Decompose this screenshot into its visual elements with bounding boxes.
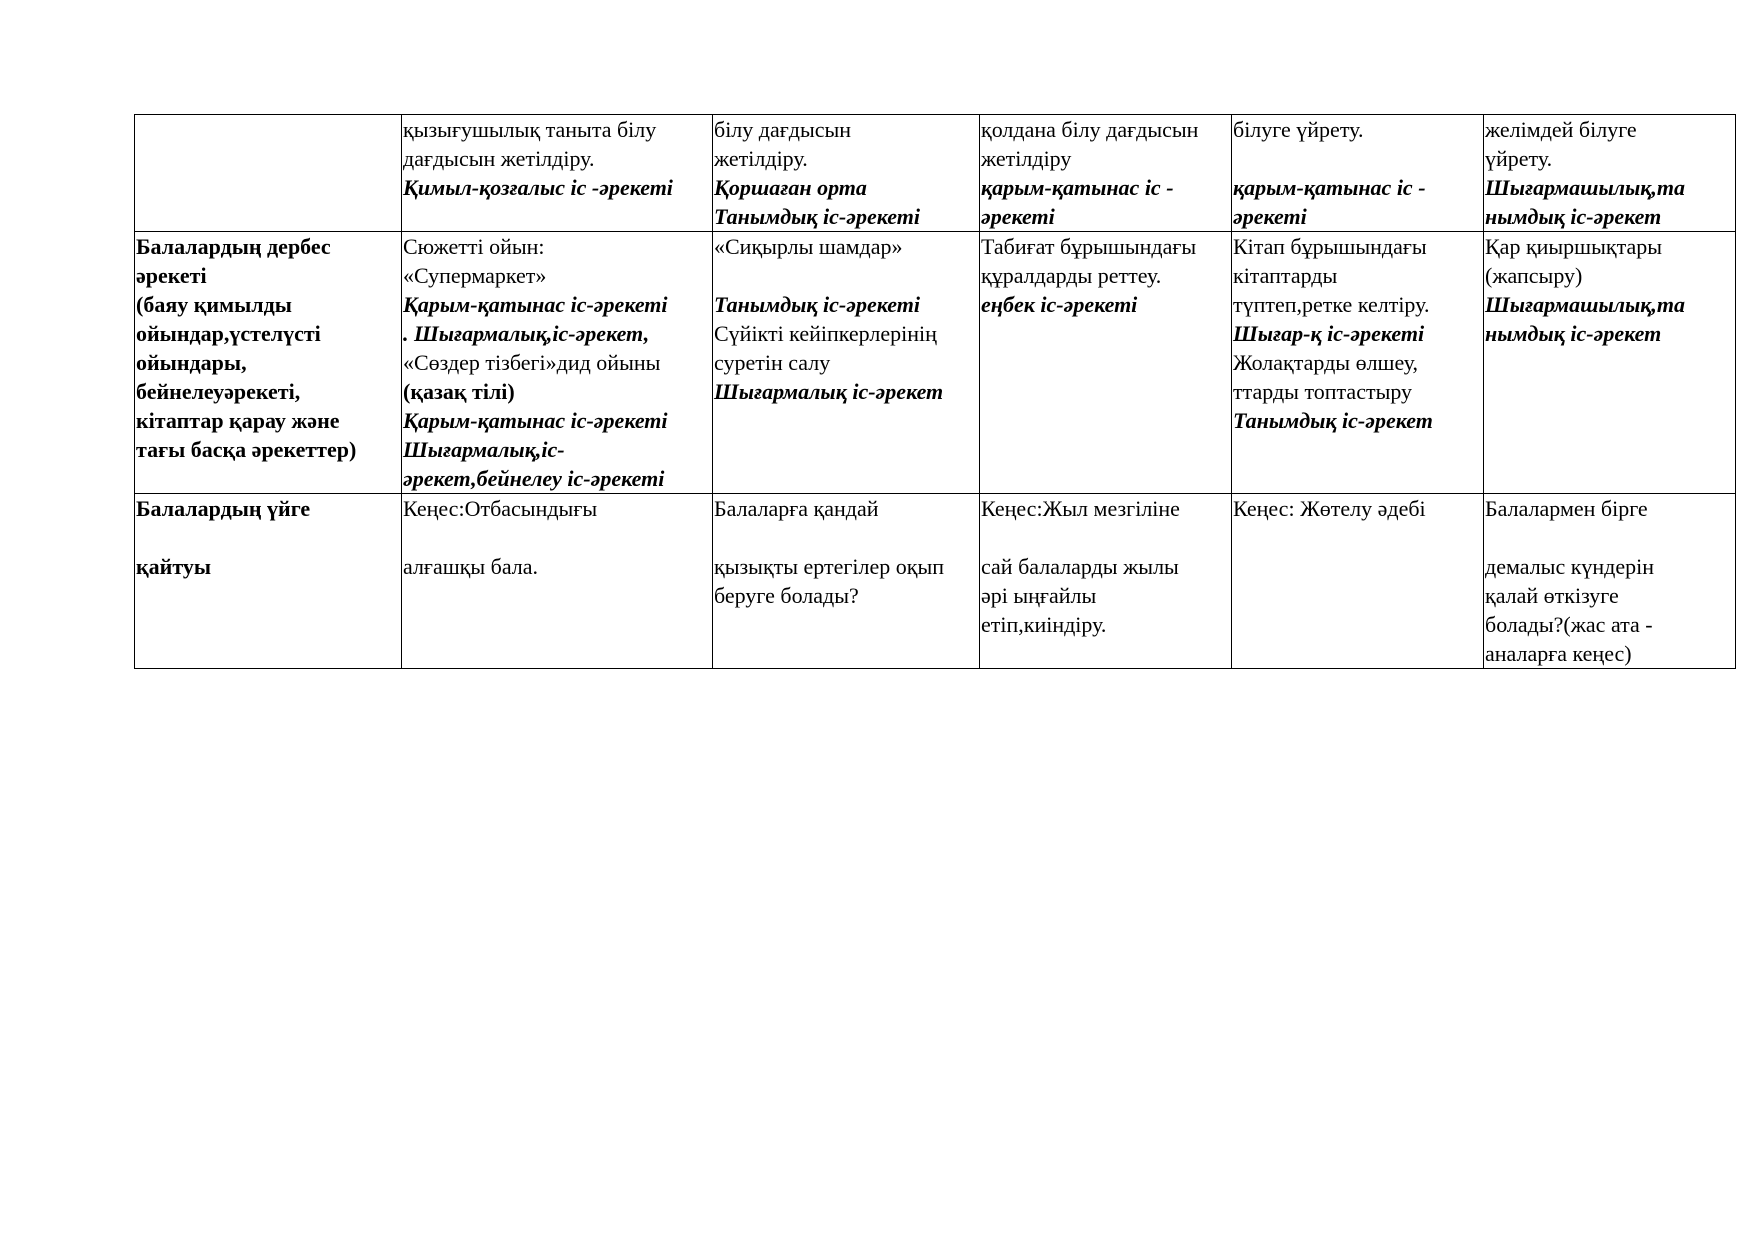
row-label-line [136, 523, 400, 552]
cell-text-line: сай балаларды жылы [981, 554, 1179, 579]
schedule-table [134, 114, 1736, 669]
cell-text-line: демалыс күндерін [1485, 554, 1655, 579]
cell-text-line: Шығар-қ іс-әрекеті [1233, 321, 1425, 346]
cell-text-line [403, 523, 711, 552]
cell-text-line: әрекеті [981, 204, 1055, 229]
cell-text-line: әрекеті [1233, 204, 1307, 229]
cell-text-line: Балалармен бірге [1485, 496, 1648, 521]
table-cell [402, 232, 713, 494]
row-label-line: ойындар,үстелүсті [136, 321, 321, 346]
cell-text-line: болады?(жас ата - [1485, 612, 1653, 637]
cell-text-line: қызықты ертегілер оқып [714, 554, 945, 579]
cell-text-line: «Сөздер тізбегі»дид ойыны [403, 350, 661, 375]
cell-text-line: қалай өткізуге [1485, 583, 1619, 608]
table-row [135, 494, 1736, 669]
row-label-line: Балалардың үйге [136, 496, 311, 521]
table-body [135, 115, 1736, 669]
row-label-line: қайтуы [136, 554, 212, 579]
cell-text-line: кітаптарды [1233, 263, 1338, 288]
row-label-cell [135, 494, 402, 669]
table-cell [402, 494, 713, 669]
row-label-cell [135, 232, 402, 494]
row-label-line: Балалардың дербес [136, 234, 331, 259]
cell-text-line: Қарым-қатынас іс-әрекеті [403, 408, 668, 433]
cell-text-line: Шығармалық,іс- [403, 437, 565, 462]
cell-text-line: аналарға кеңес) [1485, 641, 1632, 666]
cell-text-line: Кеңес:Отбасындығы [403, 496, 598, 521]
cell-text-line [1233, 144, 1482, 173]
cell-text-line: «Сиқырлы шамдар» [714, 234, 903, 259]
cell-text-line: Шығармашылық,та [1485, 175, 1686, 200]
cell-text-line: (жапсыру) [1485, 263, 1583, 288]
cell-text-line: нымдық іс-әрекет [1485, 321, 1662, 346]
table-cell [1484, 494, 1736, 669]
table-cell [713, 115, 980, 232]
cell-text-line: алғашқы бала. [403, 554, 539, 579]
cell-text-line: түптеп,ретке келтіру. [1233, 292, 1430, 317]
cell-text-line: Сүйікті кейіпкерлерінің [714, 321, 937, 346]
table-cell [1484, 115, 1736, 232]
cell-text-line: ттарды топтастыру [1233, 379, 1413, 404]
table-cell [1484, 232, 1736, 494]
cell-text-line: Танымдық іс-әрекеті [714, 204, 920, 229]
cell-text-line: нымдық іс-әрекет [1485, 204, 1662, 229]
cell-text-line: . Шығармалық,іс-әрекет, [403, 321, 650, 346]
cell-text-line: әрі ыңғайлы [981, 583, 1097, 608]
cell-text-line: Кеңес: Жөтелу әдебі [1233, 496, 1426, 521]
cell-text-line: Кітап бұрышындағы [1233, 234, 1427, 259]
row-label-line: бейнелеуәрекеті, [136, 379, 301, 404]
table-cell [713, 494, 980, 669]
cell-text-line: Сюжетті ойын: [403, 234, 545, 259]
row-label-line: кітаптар қарау және [136, 408, 340, 433]
cell-text-line: Қоршаған орта [714, 175, 867, 200]
cell-text-line: Қарым-қатынас іс-әрекеті [403, 292, 668, 317]
cell-text-line: Жолақтарды өлшеу, [1233, 350, 1419, 375]
row-label-line: тағы басқа әрекеттер) [136, 437, 357, 462]
table-cell [1232, 232, 1484, 494]
table-cell [1232, 494, 1484, 669]
cell-text-line: үйрету. [1485, 146, 1553, 171]
cell-text-line: Шығармалық іс-әрекет [714, 379, 944, 404]
cell-text-line: дағдысын жетілдіру. [403, 146, 595, 171]
cell-text-line [1485, 523, 1734, 552]
cell-text-line: Балаларға қандай [714, 496, 879, 521]
cell-text-line: Танымдық іс-әрекеті [714, 292, 920, 317]
cell-text-line: құралдарды реттеу. [981, 263, 1162, 288]
cell-text-line [714, 261, 978, 290]
table-cell [1232, 115, 1484, 232]
cell-text-line: еңбек іс-әрекеті [981, 292, 1138, 317]
table-cell [980, 115, 1232, 232]
cell-text-line: жетілдіру. [714, 146, 808, 171]
table-row [135, 115, 1736, 232]
cell-text-line: қарым-қатынас іс - [981, 175, 1174, 200]
cell-text-line: білу дағдысын [714, 117, 852, 142]
cell-text-line: желімдей білуге [1485, 117, 1637, 142]
cell-text-line: Қимыл-қозғалыс іс -әрекеті [403, 175, 673, 200]
table-cell [402, 115, 713, 232]
cell-text-line: етіп,киіндіру. [981, 612, 1107, 637]
table-cell [980, 494, 1232, 669]
cell-text-line [714, 523, 978, 552]
cell-text-line: (қазақ тілі) [403, 379, 515, 404]
cell-text-line: жетілдіру [981, 146, 1072, 171]
cell-text-line: қарым-қатынас іс - [1233, 175, 1426, 200]
cell-text-line: қызығушылық таныта білу [403, 117, 657, 142]
row-label-line: әрекеті [136, 263, 207, 288]
row-label-line: (баяу қимылды [136, 292, 292, 317]
table-row [135, 232, 1736, 494]
cell-text-line: қолдана білу дағдысын [981, 117, 1199, 142]
cell-text-line: әрекет,бейнелеу іс-әрекеті [403, 466, 665, 491]
cell-text-line: беруге болады? [714, 583, 859, 608]
cell-text-line: білуге үйрету. [1233, 117, 1364, 142]
cell-text-line [981, 523, 1230, 552]
cell-text-line: Шығармашылық,та [1485, 292, 1686, 317]
row-label-line: ойындары, [136, 350, 247, 375]
cell-text-line: Кеңес:Жыл мезгіліне [981, 496, 1180, 521]
cell-text-line: Танымдық іс-әрекет [1233, 408, 1433, 433]
table-cell [713, 232, 980, 494]
cell-text-line: «Супермаркет» [403, 263, 547, 288]
cell-text-line: суретін салу [714, 350, 831, 375]
cell-text-line: Қар қиыршықтары [1485, 234, 1663, 259]
row-label-cell [135, 115, 402, 232]
cell-text-line: Табиғат бұрышындағы [981, 234, 1197, 259]
table-cell [980, 232, 1232, 494]
